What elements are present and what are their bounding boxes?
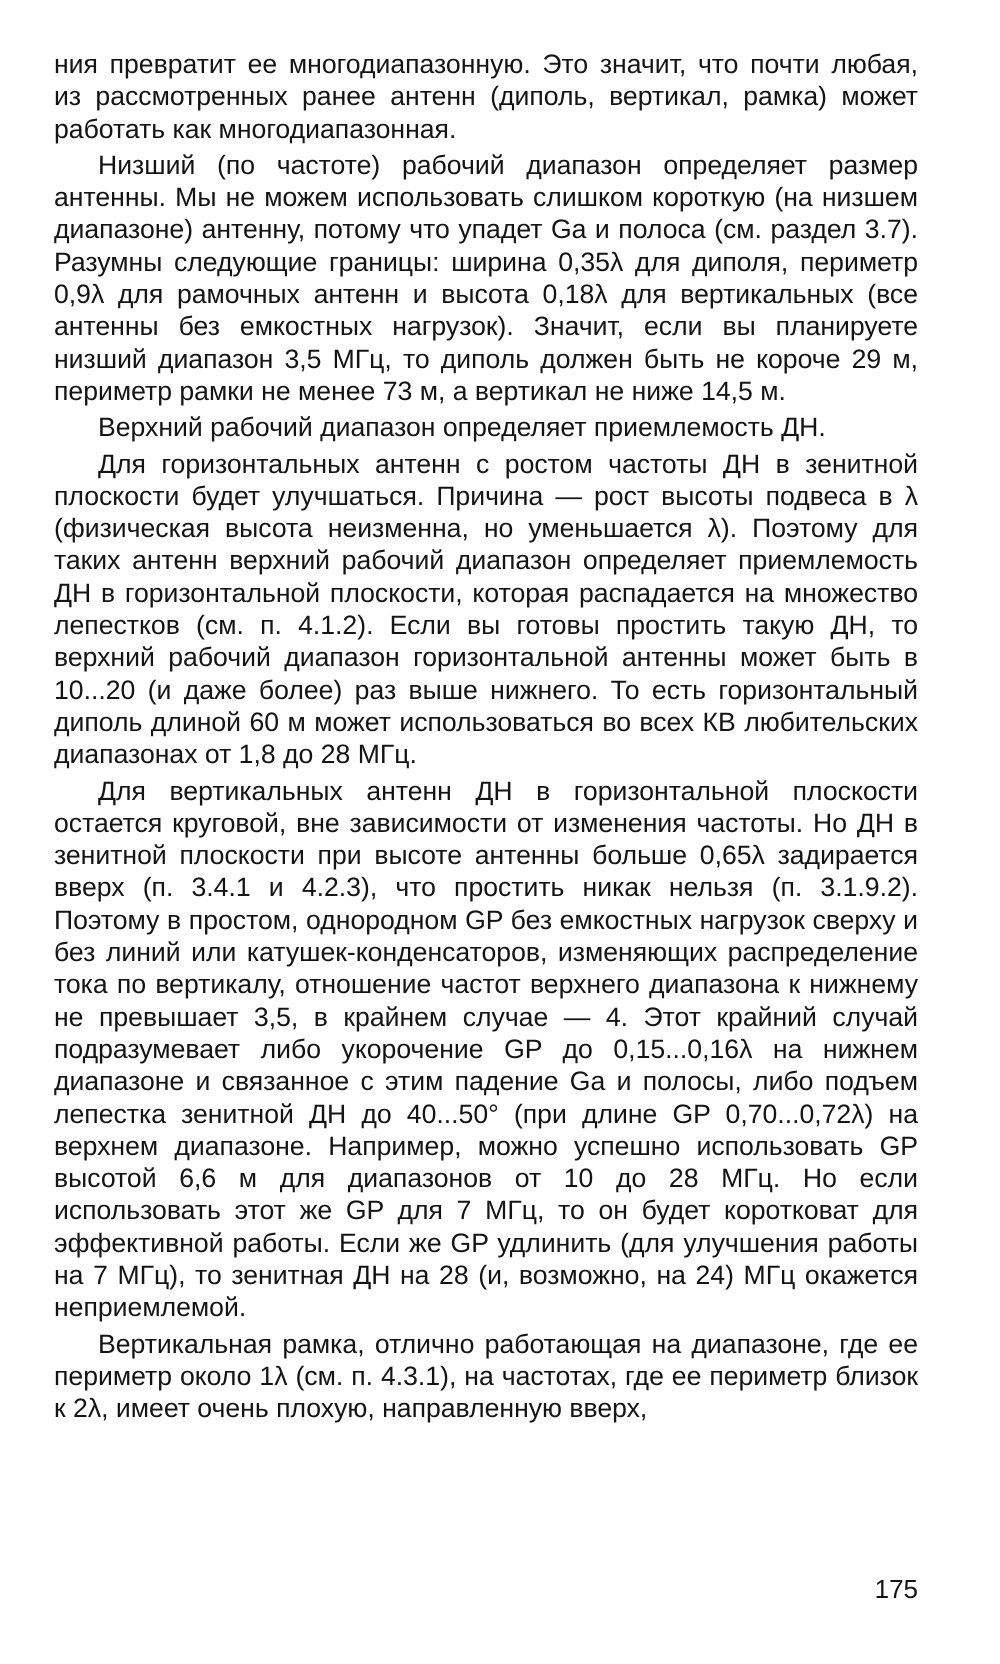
page-body — [54, 48, 918, 1428]
paragraph-horizontal-antennas: Для горизонтальных антенн с ростом частоты ДН в зенитной плоскости будет улучшаться. Причина — рост высоты подвеса в λ (физическая высота неизменна, но уменьшается λ). Поэтому для таких антенн верхний рабочий диапазон определяет приемлемость ДН в горизонтальной плоскости, которая распадается на множество лепестков (см. п. 4.1.2). Если вы готовы простить такую ДН, то верхний рабочий диапазон горизонтальной антенны может быть в 10...20 (и даже более) раз выше нижнего. То есть горизонтальный диполь длиной 60 м может использоваться во всех КВ любительских диапазонах от 1,8 до 28 МГц. — [54, 448, 918, 770]
paragraph-vertical-loop: Вертикальная рамка, отлично работающая на диапазоне, где ее периметр около 1λ (см. п. 4.3.1), на частотах, где ее периметр близок к 2λ, имеет очень плохую, направленную вверх, — [54, 1328, 918, 1424]
paragraph-upper-band: Верхний рабочий диапазон определяет приемлемость ДН. — [98, 412, 826, 443]
paragraph-lowest-band: Низший (по частоте) рабочий диапазон определяет размер антенны. Мы не можем использовать слишком короткую (на низшем диапазоне) антенну, потому что упадет Ga и полоса (см. раздел 3.7). Разумны следующие границы: ширина 0,35λ для диполя, периметр 0,9λ для рамочных антенн и высота 0,18λ для вертикальных (все антенны без емкостных нагрузок). Значит, если вы планируете низший диапазон 3,5 МГц, то диполь должен быть не короче 29 м, периметр рамки не менее 73 м, а вертикал не ниже 14,5 м. — [54, 149, 918, 406]
paragraph-vertical-antennas: Для вертикальных антенн ДН в горизонтальной плоскости остается круговой, вне зависимости от изменения частоты. Но ДН в зенитной плоскости при высоте антенны больше 0,65λ задирается вверх (п. 3.4.1 и 4.2.3), что простить никак нельзя (п. 3.1.9.2). Поэтому в простом, однородном GP без емкостных нагрузок сверху и без линий или катушек-конденсаторов, изменяющих распределение тока по вертикалу, отношение частот верхнего диапазона к нижнему не превышает 3,5, в крайнем случае — 4. Этот крайний случай подразумевает либо укорочение GP до 0,15...0,16λ на нижнем диапазоне и связанное с этим падение Ga и полосы, либо подъем лепестка зенитной ДН до 40...50° (при длине GP 0,70...0,72λ) на верхнем диапазоне. Например, можно успешно использовать GP высотой 6,6 м для диапазонов от 10 до 28 МГц. Но если использовать этот же GP для 7 МГц, то он будет коротковат для эффективной работы. Если же GP удлинить (для улучшения работы на 7 МГц), то зенитная ДН на 28 (и, возможно, на 24) МГц окажется неприемлемой. — [54, 775, 918, 1323]
page-number: 175 — [874, 1574, 918, 1604]
paragraph-continuation: ния превратит ее многодиапазонную. Это значит, что почти любая, из рассмотренных ранее антенн (диполь, вертикал, рамка) может работать как многодиапазонная. — [54, 49, 918, 144]
